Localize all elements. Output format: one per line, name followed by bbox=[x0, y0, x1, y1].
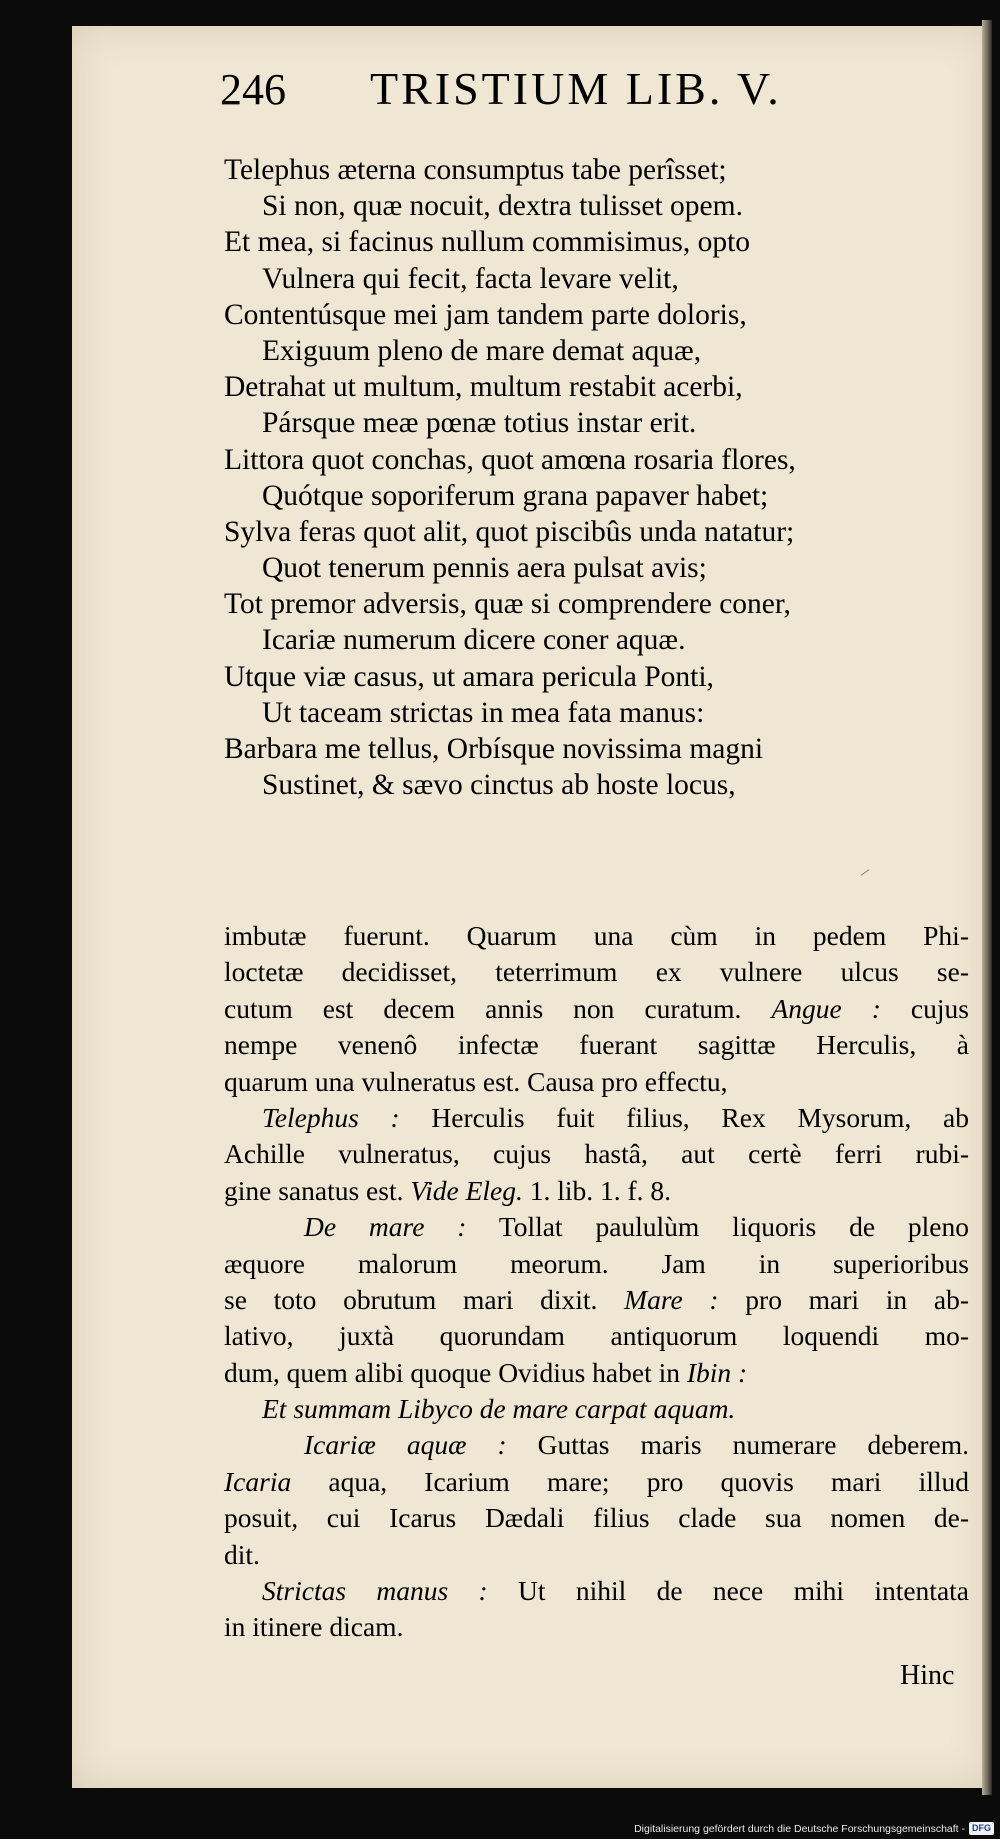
commentary-text-run: Herculis fuit filius, Rex Mysorum, ab bbox=[399, 1101, 969, 1133]
commentary-lemma: De mare : bbox=[304, 1211, 467, 1243]
quoted-verse: Et summam Libyco de mare carpat aquam. bbox=[262, 1393, 736, 1425]
verse-line: Et mea, si facinus nullum commisimus, opto bbox=[224, 226, 751, 259]
verse-line: Utque viæ casus, ut amara pericula Ponti, bbox=[224, 660, 714, 693]
commentary-text bbox=[224, 918, 969, 1646]
commentary-text-run: Achille vulneratus, cujus hastâ, aut certè ferri rubi- bbox=[224, 1138, 969, 1170]
commentary-text-run: pro mari in ab- bbox=[718, 1283, 969, 1315]
commentary-line bbox=[224, 1391, 969, 1427]
commentary-line bbox=[224, 1355, 969, 1391]
commentary-text-run: gine sanatus est. bbox=[224, 1174, 411, 1206]
commentary-line bbox=[224, 1537, 969, 1573]
commentary-line bbox=[224, 1427, 969, 1463]
verse-line: Quot tenerum pennis aera pulsat avis; bbox=[262, 552, 707, 585]
page-edge bbox=[982, 20, 992, 1795]
commentary-text-run: 1. lib. 1. f. 8. bbox=[522, 1174, 672, 1206]
verse-line: Quótque soporiferum grana papaver habet; bbox=[262, 479, 769, 512]
commentary-text-run: Ut nihil de nece mihi intentata bbox=[487, 1575, 969, 1607]
commentary-text-run: nempe venenô infectæ fuerant sagittæ Herculis, à bbox=[224, 1029, 969, 1061]
commentary-text-run: se toto obrutum mari dixit. bbox=[224, 1283, 625, 1315]
commentary-line bbox=[224, 1209, 969, 1245]
commentary-line bbox=[224, 1246, 969, 1282]
commentary-text-run: in itinere dicam. bbox=[224, 1611, 404, 1643]
commentary-text-run: cutum est decem annis non curatum. bbox=[224, 992, 772, 1024]
commentary-text-run: dit. bbox=[224, 1538, 260, 1570]
verse-line: Ut taceam strictas in mea fata manus: bbox=[262, 696, 705, 729]
commentary-lemma: Telephus : bbox=[262, 1101, 400, 1133]
verse-line: Pársque meæ pœnæ totius instar erit. bbox=[262, 407, 697, 440]
commentary-line bbox=[224, 918, 969, 954]
verse-line: Tot premor adversis, quæ si comprendere coner, bbox=[224, 588, 791, 621]
commentary-lemma: Icariæ aquæ : bbox=[304, 1429, 507, 1461]
commentary-lemma: Ibin : bbox=[686, 1356, 748, 1388]
running-title: TRISTIUM LIB. V. bbox=[370, 63, 782, 114]
commentary-text-run: aqua, Icarium mare; pro quovis mari illud bbox=[291, 1465, 969, 1497]
verse-line: Icariæ numerum dicere coner aquæ. bbox=[262, 624, 686, 657]
commentary-line bbox=[224, 1064, 969, 1100]
catchword: Hinc bbox=[900, 1660, 955, 1691]
page-header bbox=[148, 62, 848, 126]
page-number: 246 bbox=[220, 65, 286, 114]
commentary-line bbox=[224, 1464, 969, 1500]
verse-line: Contentúsque mei jam tandem parte doloris, bbox=[224, 298, 747, 331]
verse-line: Barbara me tellus, Orbísque novissima magni bbox=[224, 733, 764, 765]
commentary-line bbox=[224, 1136, 969, 1172]
verse-line: Littora quot conchas, quot amœna rosaria flores, bbox=[224, 443, 796, 476]
commentary-text-run: loctetæ decidisset, teterrimum ex vulnere ulcus se- bbox=[224, 956, 969, 988]
credit-text: Digitalisierung gefördert durch die Deutsche Forschungsgemeinschaft - bbox=[634, 1822, 965, 1835]
commentary-lemma: Angue : bbox=[771, 992, 881, 1024]
verse-line: Exiguum pleno de mare demat aquæ, bbox=[262, 334, 702, 367]
commentary-text-run: dum, quem alibi quoque Ovidius habet in bbox=[224, 1356, 687, 1388]
poem-text bbox=[224, 152, 924, 803]
commentary-text-run: æquore malorum meorum. Jam in superioribus bbox=[224, 1247, 969, 1279]
verse-line: Sylva feras quot alit, quot piscibûs unda natatur; bbox=[224, 515, 795, 548]
digitization-credit bbox=[634, 1822, 994, 1835]
verse-line: Si non, quæ nocuit, dextra tulisset opem. bbox=[262, 190, 743, 223]
commentary-text-run: posuit, cui Icarus Dædali filius clade sua nomen de- bbox=[224, 1502, 969, 1534]
commentary-text-run: cujus bbox=[880, 992, 969, 1024]
commentary-line bbox=[224, 1282, 969, 1318]
commentary-line bbox=[224, 1573, 969, 1609]
dfg-logo: DFG bbox=[969, 1822, 994, 1835]
commentary-line bbox=[224, 1100, 969, 1136]
commentary-line bbox=[224, 1027, 969, 1063]
verse-line: Vulnera qui fecit, facta levare velit, bbox=[262, 262, 679, 295]
commentary-line bbox=[224, 1609, 969, 1645]
verse-line: Detrahat ut multum, multum restabit acerbi, bbox=[224, 371, 743, 404]
commentary-text-run: imbutæ fuerunt. Quarum una cùm in pedem Phi- bbox=[224, 920, 969, 951]
commentary-lemma: Mare : bbox=[624, 1283, 719, 1315]
commentary-line bbox=[224, 1500, 969, 1536]
commentary-text-run: Guttas maris numerare deberem. bbox=[506, 1429, 969, 1461]
commentary-lemma: Icaria bbox=[224, 1465, 292, 1497]
commentary-line bbox=[224, 1318, 969, 1354]
commentary-text-run: Tollat paululùm liquoris de pleno bbox=[466, 1211, 969, 1243]
commentary-lemma: Vide Eleg. bbox=[410, 1174, 523, 1206]
commentary-text-run: lativo, juxtà quorundam antiquorum loquendi mo- bbox=[224, 1320, 969, 1352]
commentary-line bbox=[224, 1173, 969, 1209]
commentary-line bbox=[224, 991, 969, 1027]
commentary-lemma: Strictas manus : bbox=[262, 1575, 488, 1607]
commentary-text-run: quarum una vulneratus est. Causa pro effectu, bbox=[224, 1065, 728, 1097]
verse-line: Sustinet, & sævo cinctus ab hoste locus, bbox=[262, 769, 736, 802]
commentary-line bbox=[224, 954, 969, 990]
verse-line: Telephus æterna consumptus tabe perîsset; bbox=[224, 154, 727, 186]
